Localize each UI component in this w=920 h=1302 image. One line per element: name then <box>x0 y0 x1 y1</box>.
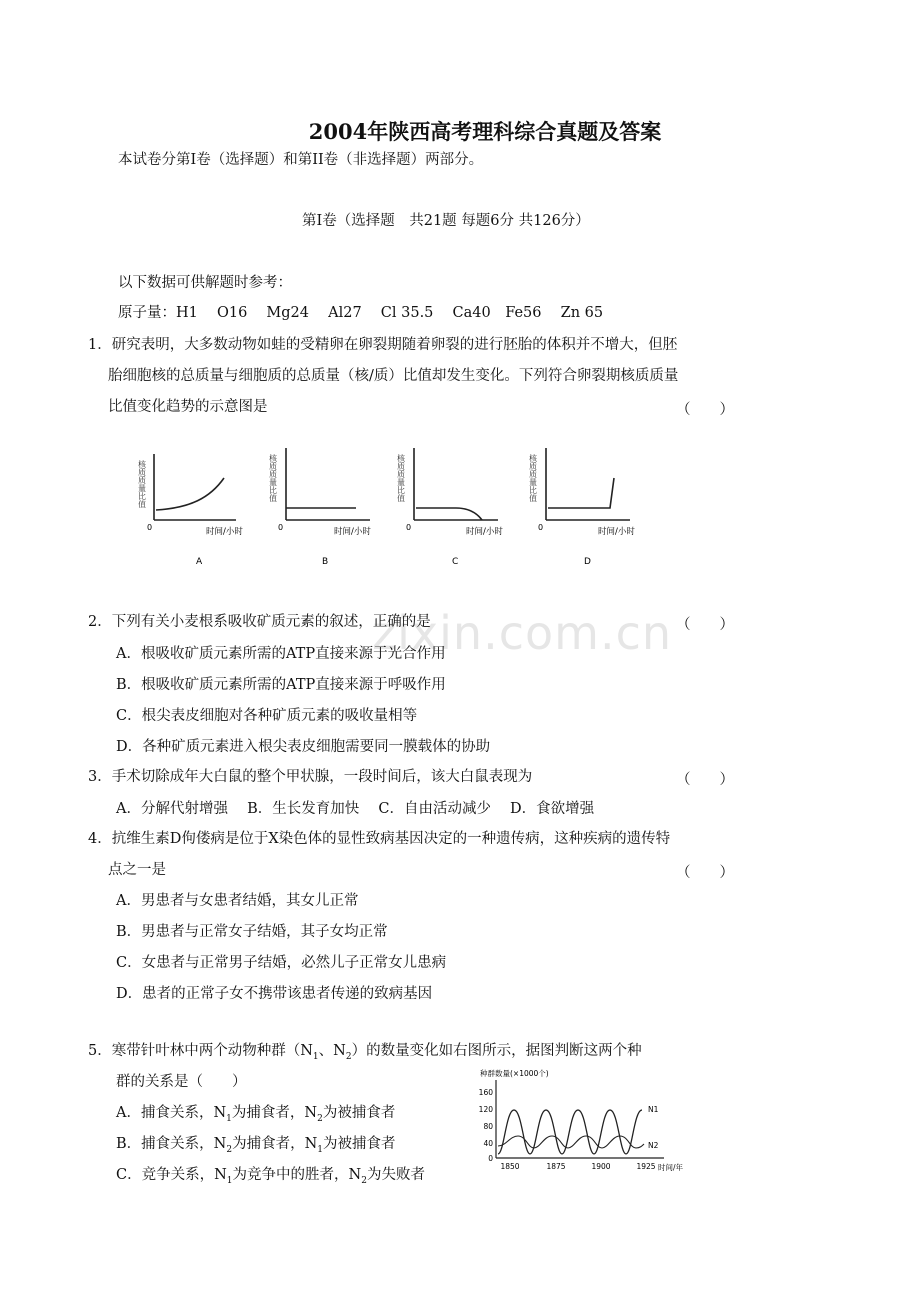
q3-options: A．分解代射增强 B．生长发育加快 C．自由活动减少 D．食欲增强 <box>116 801 595 817</box>
q2-option-c: C．根尖表皮细胞对各种矿质元素的吸收量相等 <box>116 708 418 724</box>
q4-option-b: B．男患者与正常女子结婚，其子女均正常 <box>116 924 388 940</box>
reference-note: 以下数据可供解题时参考： <box>118 275 292 291</box>
graph-c-xlabel: 时间/小时 <box>466 527 503 537</box>
intro-text: 本试卷分第Ⅰ卷（选择题）和第II卷（非选择题）两部分。 <box>118 152 484 168</box>
q4-option-d: D．患者的正常子女不携带该患者传递的致病基因 <box>116 986 433 1002</box>
q5-chart-xtick: 1875 <box>546 1162 566 1171</box>
atomic-masses: 原子量：H1 O16 Mg24 Al27 Cl 35.5 Ca40 Fe56 Zn 65 <box>118 305 604 321</box>
q5-chart-ytick: 80 <box>483 1122 493 1131</box>
q1-line3: 比值变化趋势的示意图是 <box>108 399 268 415</box>
graph-a-ylabel: 核质质量比值 <box>137 460 147 508</box>
q5-chart-xlabel: 时间/年 <box>658 1163 684 1172</box>
page-title: 2004年陕西高考理科综合真题及答案 <box>308 119 662 144</box>
graph-b-ylabel: 核质质量比值 <box>268 454 278 502</box>
q5-chart-xtick: 1900 <box>591 1162 611 1171</box>
q5-line1: 5．寒带针叶林中两个动物种群（$N_1$、$N_2$）的数量变化如右图所示，据图判断这两个种 <box>88 1043 642 1062</box>
q4-line2: 点之一是 <box>108 862 166 878</box>
graph-b <box>268 448 372 567</box>
graph-b-xlabel: 时间/小时 <box>334 527 371 537</box>
graph-b-letter: B <box>322 557 329 567</box>
q5-population-chart <box>468 1066 708 1178</box>
graph-c-letter: C <box>452 557 459 567</box>
q5-option-b: B．捕食关系，$N_2$为捕食者，$N_1$为被捕食者 <box>116 1136 396 1155</box>
graph-a <box>137 454 244 567</box>
graph-d-letter: D <box>584 557 591 567</box>
graph-c-origin: 0 <box>406 523 412 532</box>
q5-chart-ylabel: 种群数量(×1000个) <box>480 1069 549 1078</box>
q2-answer-paren: （ ） <box>676 617 734 633</box>
graph-a-letter: A <box>196 557 203 567</box>
graph-c-ylabel: 核质质量比值 <box>396 454 406 502</box>
graph-d-origin: 0 <box>538 523 544 532</box>
q2-option-b: B．根吸收矿质元素所需的ATP直接来源于呼吸作用 <box>116 677 446 693</box>
graph-d <box>528 448 636 567</box>
q5-chart-ytick: 40 <box>483 1139 493 1148</box>
q4-option-c: C．女患者与正常男子结婚，必然儿子正常女儿患病 <box>116 955 447 971</box>
q1-graphs <box>120 438 660 570</box>
q5-chart-ytick: 0 <box>488 1154 493 1163</box>
q5-chart-series-n2-label: N2 <box>648 1141 659 1150</box>
graph-d-xlabel: 时间/小时 <box>598 527 635 537</box>
graph-d-ylabel: 核质质量比值 <box>528 454 538 502</box>
q1-line1: 1．研究表明，大多数动物如蛙的受精卵在卵裂期随着卵裂的进行胚胎的体积并不增大，但胚 <box>88 337 678 353</box>
watermark: zixin.com.cn <box>372 606 673 660</box>
q3-stem: 3．手术切除成年大白鼠的整个甲状腺，一段时间后，该大白鼠表现为 <box>88 769 533 785</box>
q4-answer-paren: （ ） <box>676 865 734 881</box>
q5-chart-ytick: 160 <box>478 1088 493 1097</box>
q5-chart-series-n1-label: N1 <box>648 1105 659 1114</box>
q5-chart-xtick: 1925 <box>636 1162 656 1171</box>
q4-option-a: A．男患者与女患者结婚，其女儿正常 <box>116 893 359 909</box>
q2-option-d: D．各种矿质元素进入根尖表皮细胞需要同一膜载体的协助 <box>116 739 491 755</box>
q4-line1: 4．抗维生素D佝偻病是位于X染色体的显性致病基因决定的一种遗传病，这种疾病的遗传特 <box>88 831 671 847</box>
q5-chart-xtick: 1850 <box>500 1162 520 1171</box>
q5-line2: 群的关系是（ ） <box>116 1074 247 1090</box>
q5-chart-ytick: 120 <box>478 1105 493 1114</box>
q3-answer-paren: （ ） <box>676 772 734 788</box>
graph-b-origin: 0 <box>278 523 284 532</box>
q5-option-a: A．捕食关系，$N_1$为捕食者，$N_2$为被捕食者 <box>116 1105 396 1124</box>
q1-line2: 胎细胞核的总质量与细胞质的总质量（核/质）比值却发生变化。下列符合卵裂期核质质量 <box>108 368 679 384</box>
q1-answer-paren: （ ） <box>676 402 734 418</box>
q2-stem: 2．下列有关小麦根系吸收矿质元素的叙述，正确的是 <box>88 614 431 630</box>
graph-c <box>396 448 504 567</box>
graph-a-xlabel: 时间/小时 <box>206 527 243 537</box>
section-heading: 第Ⅰ卷（选择题 共21题 每题6分 共126分） <box>302 213 590 229</box>
q5-option-c: C．竞争关系，$N_1$为竞争中的胜者，$N_2$为失败者 <box>116 1167 425 1186</box>
graph-a-origin: 0 <box>147 523 153 532</box>
q2-option-a: A．根吸收矿质元素所需的ATP直接来源于光合作用 <box>116 646 446 662</box>
